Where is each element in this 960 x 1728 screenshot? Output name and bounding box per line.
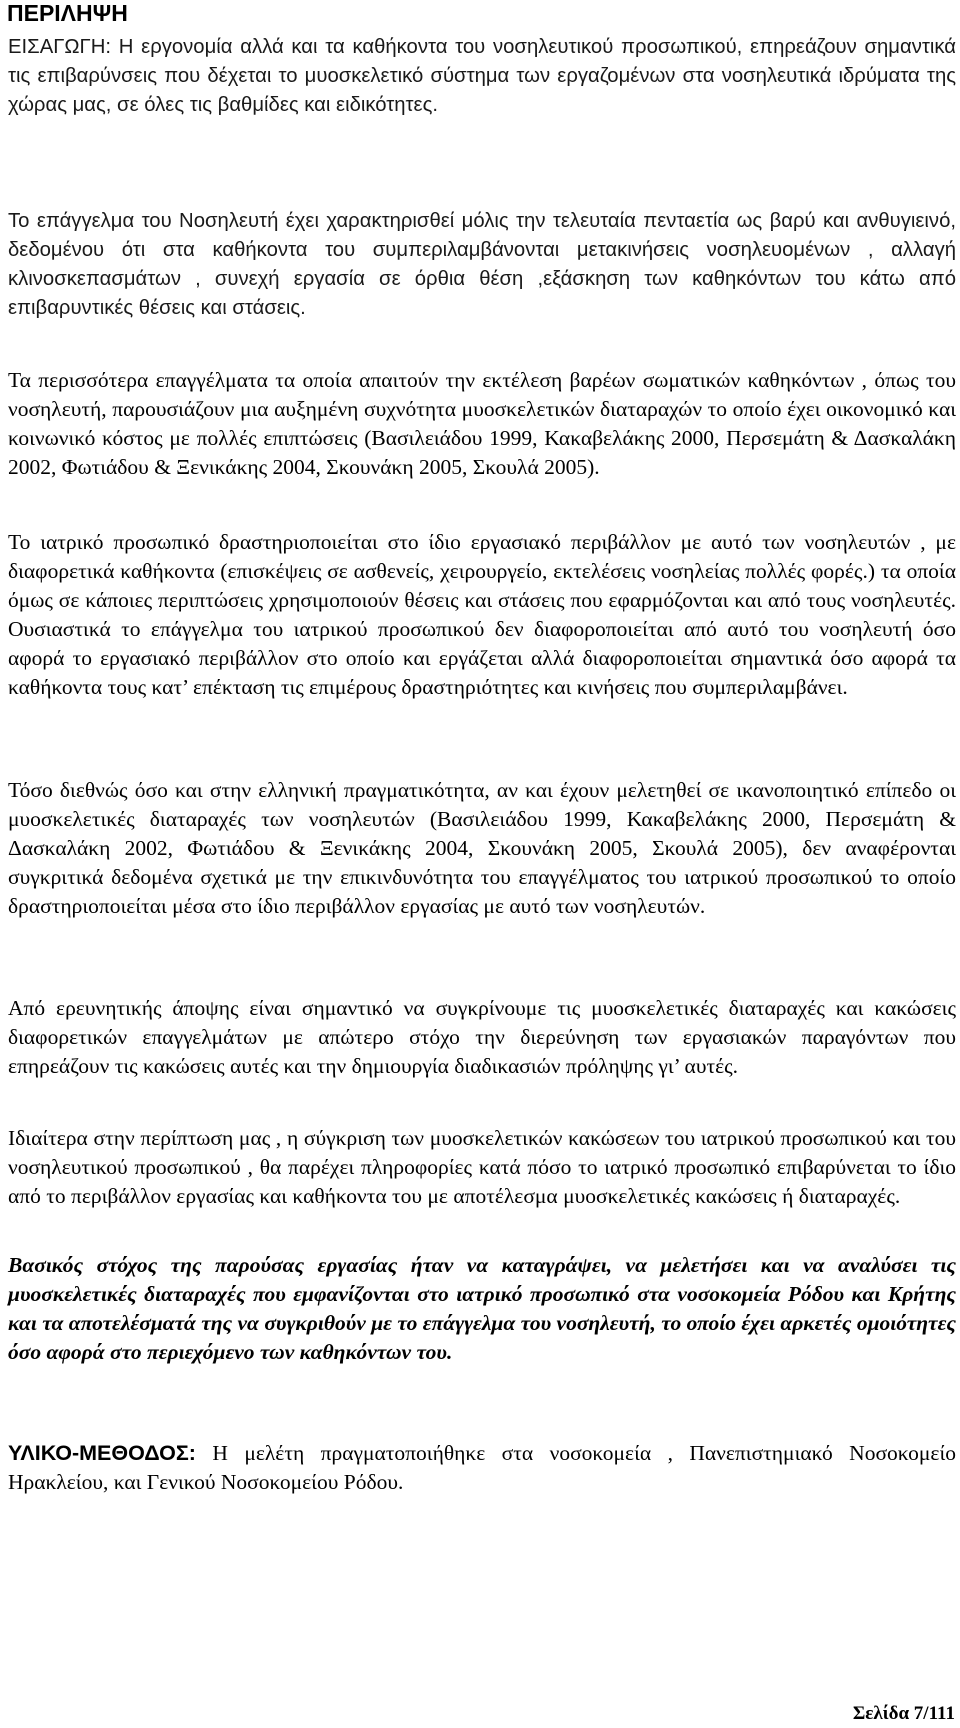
page-title: ΠΕΡΙΛΗΨΗ: [7, 0, 128, 26]
intro-paragraph: [8, 33, 956, 120]
paragraph-medical-staff: Το ιατρικό προσωπικό δραστηριοποιείται στο ίδιο εργασιακό περιβάλλον με αυτό των νοσηλευτών , με διαφορετικά καθήκοντα (επισκέψεις σε ασθενείς, χειρουργείο, εκτελέσεις νοσηλείας πολλές φορές.) τα οποία όμως σε κάποιες περιπτώσεις χρησιμοποιούν θέσεις και στάσεις που εφαρμόζονται και από τους νοσηλευτές. Ουσιαστικά το επάγγελμα του ιατρικού προσωπικού δεν διαφοροποιείται από αυτό του νοσηλευτή όσο αφορά το εργασιακό περιβάλλον στο οποίο και εργάζεται αλλά διαφοροποιείται σημαντικά όσο αφορά τα καθήκοντα τους κατ’ επέκταση τις επιμέρους δραστηριότητες και κινήσεις που συμπεριλαμβάνει.: [8, 530, 956, 699]
page-number: Σελίδα 7/111: [852, 1703, 955, 1724]
methods-text: Η μελέτη πραγματοποιήθηκε στα νοσοκομεία , Πανεπιστημιακό Νοσοκομείο Ηρακλείου, και Γενικού Νοσοκομείου Ρόδου.: [8, 1441, 956, 1494]
methods-paragraph: [8, 1439, 956, 1497]
intro-text: : Η εργονομία αλλά και τα καθήκοντα του νοσηλευτικού προσωπικού, επηρεάζουν σημαντικά τις επιβαρύνσεις που δέχεται το μυοσκελετικό σύστημα των εργαζομένων στα νοσηλευτικά ιδρύματα της χώρας μας, σε όλες τις βαθμίδες και ειδικότητες.: [8, 36, 956, 116]
paragraph-heavy-occupations: Τα περισσότερα επαγγέλματα τα οποία απαιτούν την εκτέλεση βαρέων σωματικών καθηκόντων , όπως του νοσηλευτή, παρουσιάζουν μια αυξημένη συχνότητα μυοσκελετικών διαταραχών το οποίο έχει οικονομικό και κοινωνικό κόστος με πολλές επιπτώσεις (Βασιλειάδου 1999, Κακαβελάκης 2000, Περσεμάτη & Δασκαλάκη 2002, Φωτιάδου & Ξενικάκης 2004, Σκουνάκη 2005, Σκουλά 2005).: [8, 368, 956, 479]
methods-label: ΥΛΙΚΟ-ΜΕΘΟΔΟΣ:: [8, 1441, 196, 1465]
goal-paragraph: Βασικός στόχος της παρούσας εργασίας ήταν να καταγράψει, να μελετήσει και να αναλύσει τις μυοσκελετικές διαταραχές που εμφανίζονται στο ιατρικό προσωπικό στα νοσοκομεία Ρόδου και Κρήτης και τα αποτελέσματά της να συγκριθούν με το επάγγελμα του νοσηλευτή, το οποίο έχει αρκετές ομοιότητες όσο αφορά στο περιεχόμενο των καθηκόντων του.: [8, 1253, 956, 1364]
intro-label: ΕΙΣΑΓΩΓΗ: [8, 36, 106, 58]
paragraph-nursing-profession: Το επάγγελμα του Νοσηλευτή έχει χαρακτηρισθεί μόλις την τελευταία πενταετία ως βαρύ και ανθυγιεινό, δεδομένου ότι στα καθήκοντα του συμπεριλαμβάνονται μετακινήσεις νοσηλευομένων , αλλαγή κλινοσκεπασμάτων , συνεχή εργασία σε όρθια θέση ,εξάσκηση των καθηκόντων του κάτω από επιβαρυντικές θέσεις και στάσεις.: [8, 210, 956, 319]
paragraph-international: Τόσο διεθνώς όσο και στην ελληνική πραγματικότητα, αν και έχουν μελετηθεί σε ικανοποιητικό επίπεδο οι μυοσκελετικές διαταραχές των νοσηλευτών (Βασιλειάδου 1999, Κακαβελάκης 2000, Περσεμάτη & Δασκαλάκη 2002, Φωτιάδου & Ξενικάκης 2004, Σκουνάκη 2005, Σκουλά 2005), δεν αναφέρονται συγκριτικά δεδομένα σχετικά με την επικινδυνότητα του επαγγέλματος του ιατρικού προσωπικού το οποίο δραστηριοποιείται μέσα στο ίδιο περιβάλλον εργασίας με αυτό των νοσηλευτών.: [8, 778, 956, 918]
paragraph-research-perspective: Από ερευνητικής άποψης είναι σημαντικό να συγκρίνουμε τις μυοσκελετικές διαταραχές και κακώσεις διαφορετικών επαγγελμάτων με απώτερο στόχο την διερεύνηση των εργασιακών παραγόντων που επηρεάζουν τις κακώσεις αυτές και την δημιουργία διαδικασιών πρόληψης γι’ αυτές.: [8, 996, 956, 1078]
paragraph-comparison: Ιδιαίτερα στην περίπτωση μας , η σύγκριση των μυοσκελετικών κακώσεων του ιατρικού προσωπικού και του νοσηλευτικού προσωπικού , θα παρέχει πληροφορίες κατά πόσο το ιατρικό προσωπικό επιβαρύνεται το ίδιο από το περιβάλλον εργασίας και καθήκοντα του με αποτέλεσμα μυοσκελετικές κακώσεις ή διαταραχές.: [8, 1126, 956, 1208]
